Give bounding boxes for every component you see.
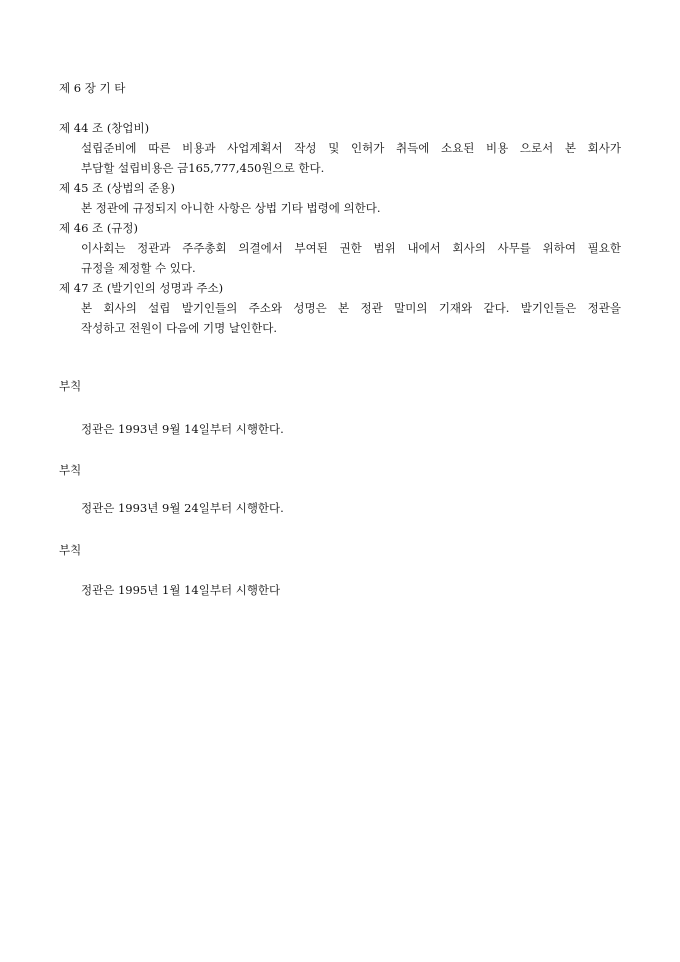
supplement-2-title: 부칙	[59, 463, 82, 477]
article-45-heading: 제 45 조 (상법의 준용)	[59, 181, 175, 195]
article-46-text-line-2: 규정을 제정할 수 있다.	[81, 261, 196, 275]
article-46-heading: 제 46 조 (규정)	[59, 221, 139, 235]
supplement-1-text: 정관은 1993년 9월 14일부터 시행한다.	[81, 422, 284, 436]
article-44-text-line-2: 부담할 설립비용은 금165,777,450원으로 한다.	[81, 161, 325, 175]
article-44-heading: 제 44 조 (창업비)	[59, 121, 150, 135]
chapter-title: 제 6 장 기 타	[59, 81, 126, 95]
supplement-1-title: 부칙	[59, 379, 82, 393]
supplement-3-title: 부칙	[59, 543, 82, 557]
article-46-text-line-1: 이사회는 정관과 주주총회 의결에서 부여된 권한 범위 내에서 회사의 사무를 위하여 필요한	[81, 241, 621, 255]
article-47-text-line-2: 작성하고 전원이 다음에 기명 날인한다.	[81, 321, 278, 335]
supplement-3-text: 정관은 1995년 1월 14일부터 시행한다	[81, 583, 281, 597]
article-47-heading: 제 47 조 (발기인의 성명과 주소)	[59, 281, 224, 295]
article-45-text-line-1: 본 정관에 규정되지 아니한 사항은 상법 기타 법령에 의한다.	[81, 201, 381, 215]
supplement-2-text: 정관은 1993년 9월 24일부터 시행한다.	[81, 501, 284, 515]
article-44-text-line-1: 설립준비에 따른 비용과 사업계획서 작성 및 인허가 취득에 소요된 비용 으로서 본 회사가	[81, 141, 621, 155]
article-47-text-line-1: 본 회사의 설립 발기인들의 주소와 성명은 본 정관 말미의 기재와 같다. 발기인들은 정관을	[81, 301, 621, 315]
